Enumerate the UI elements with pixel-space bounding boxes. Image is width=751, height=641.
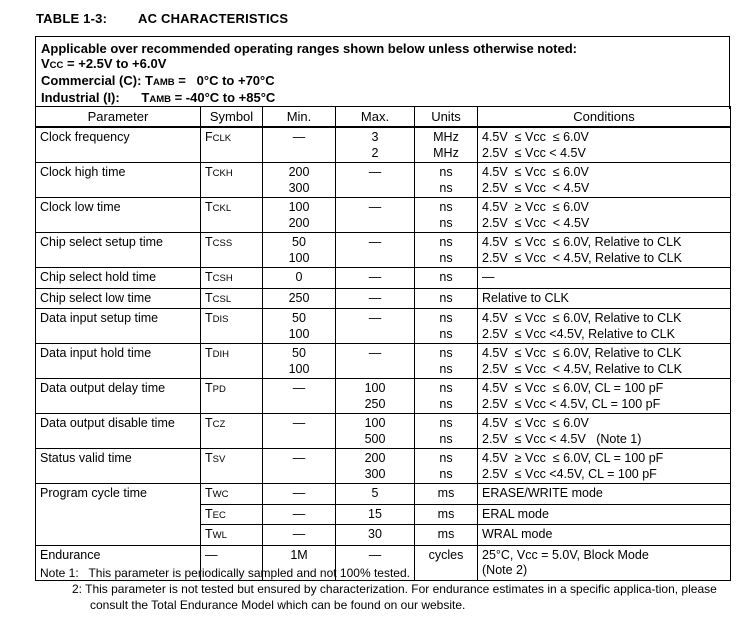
symbol-sub: WC xyxy=(212,489,229,500)
symbol-cell xyxy=(201,379,263,414)
units-cell xyxy=(415,288,478,309)
condition: 4.5V ≥ Vcc ≤ 6.0V xyxy=(482,200,589,214)
vcc-label: V xyxy=(41,56,50,71)
parameter-cell xyxy=(36,379,201,414)
condition: 2.5V ≤ Vcc <4.5V, CL = 100 pF xyxy=(482,466,657,481)
symbol-main: T xyxy=(205,165,213,179)
table-title xyxy=(36,11,288,26)
parameter: Data input setup time xyxy=(40,311,159,325)
max-value: 3 xyxy=(371,130,379,144)
symbol xyxy=(205,200,258,217)
units-value: ns xyxy=(439,250,453,265)
conditions-cell xyxy=(478,484,731,505)
min-value: 100 xyxy=(288,326,310,341)
symbol xyxy=(205,527,258,544)
symbol xyxy=(205,486,258,503)
units-value: ns xyxy=(439,396,453,411)
symbol-sub: CKL xyxy=(212,203,232,214)
applicable-line: Applicable over recommended operating ranges shown below unless otherwise noted: xyxy=(41,41,577,56)
parameter-cell xyxy=(36,414,201,449)
min-value: 50 xyxy=(292,346,306,360)
symbol-cell xyxy=(201,449,263,484)
symbol-sub: EC xyxy=(212,509,226,521)
condition: 4.5V ≤ Vcc ≤ 6.0V, Relative to CLK xyxy=(482,311,682,325)
units-value: ns xyxy=(439,200,453,214)
units-cell xyxy=(415,449,478,484)
units-value: ns xyxy=(439,416,453,430)
units-cell xyxy=(415,414,478,449)
max-value: 30 xyxy=(368,527,382,541)
min-value: 1M xyxy=(290,547,308,562)
symbol xyxy=(205,235,258,252)
parameter-cell xyxy=(36,449,201,484)
units-value: MHz xyxy=(433,130,459,144)
table-row xyxy=(36,449,731,484)
condition: 2.5V ≤ Vcc < 4.5V, CL = 100 pF xyxy=(482,396,661,411)
max-value: — xyxy=(368,311,382,325)
min-cell xyxy=(263,288,336,309)
min-cell xyxy=(263,233,336,268)
vcc-sub: CC xyxy=(49,60,64,71)
symbol xyxy=(205,311,258,328)
units-value: ms xyxy=(437,506,455,521)
symbol-main: T xyxy=(205,346,213,360)
symbol-main: T xyxy=(205,235,213,249)
conditions-cell xyxy=(478,163,731,198)
symbol-cell xyxy=(201,268,263,289)
header-units: Units xyxy=(415,107,478,128)
table-row xyxy=(36,414,731,449)
min-value: — xyxy=(292,527,306,541)
symbol-main: T xyxy=(205,527,213,541)
min-cell xyxy=(263,379,336,414)
max-value: 200 xyxy=(364,451,386,465)
min-value: — xyxy=(292,486,306,500)
notes xyxy=(40,565,730,613)
condition: 2.5V ≤ Vcc < 4.5V xyxy=(482,145,586,160)
condition: ERASE/WRITE mode xyxy=(482,486,603,500)
conditions-cell xyxy=(478,309,731,344)
min-cell xyxy=(263,414,336,449)
min-value: 250 xyxy=(288,290,310,305)
symbol-main: T xyxy=(205,290,213,305)
symbol-main: T xyxy=(205,381,213,395)
tamb-label: T xyxy=(145,73,153,88)
conditions-cell xyxy=(478,504,731,525)
units-value: ns xyxy=(439,270,453,284)
parameter-cell xyxy=(36,309,201,344)
max-cell xyxy=(336,127,415,163)
condition: 2.5V ≤ Vcc < 4.5V, Relative to CLK xyxy=(482,250,682,265)
conditions-cell xyxy=(478,344,731,379)
parameter: Program cycle time xyxy=(40,486,147,500)
condition: 4.5V ≤ Vcc ≤ 6.0V, Relative to CLK xyxy=(482,235,682,249)
condition: 2.5V ≤ Vcc < 4.5V (Note 1) xyxy=(482,431,642,446)
industrial-value: = -40°C to +85°C xyxy=(170,90,276,105)
max-value: — xyxy=(368,200,382,214)
symbol-cell xyxy=(201,525,263,546)
max-cell xyxy=(336,525,415,546)
parameter: Clock low time xyxy=(40,200,121,214)
symbol xyxy=(205,270,258,287)
tamb-sub: AMB xyxy=(152,77,175,88)
min-value: 300 xyxy=(288,180,310,195)
table-row xyxy=(36,288,731,309)
condition: 4.5V ≤ Vcc ≤ 6.0V, CL = 100 pF xyxy=(482,381,664,395)
symbol-sub: DIS xyxy=(212,314,229,325)
units-value: ns xyxy=(439,165,453,179)
min-cell xyxy=(263,163,336,198)
min-cell xyxy=(263,504,336,525)
max-cell xyxy=(336,309,415,344)
header-parameter: Parameter xyxy=(36,107,201,128)
condition: 2.5V ≤ Vcc < 4.5V xyxy=(482,180,590,195)
symbol-sub: SV xyxy=(212,454,226,465)
max-cell xyxy=(336,268,415,289)
condition: 4.5V ≤ Vcc ≤ 6.0V xyxy=(482,416,589,430)
condition: (Note 2) xyxy=(482,563,528,577)
conditions-cell xyxy=(478,198,731,233)
condition: 25°C, Vcc = 5.0V, Block Mode xyxy=(482,547,649,562)
parameter: Chip select hold time xyxy=(40,270,157,284)
units-cell xyxy=(415,268,478,289)
min-value: — xyxy=(292,130,306,144)
conditions-cell xyxy=(478,268,731,289)
max-value: 300 xyxy=(364,466,386,481)
parameter: Clock frequency xyxy=(40,130,130,144)
units-value: MHz xyxy=(433,145,459,160)
tamb-label: T xyxy=(141,90,150,105)
min-value: — xyxy=(292,451,306,465)
max-value: 500 xyxy=(364,431,386,446)
conditions-cell xyxy=(478,233,731,268)
min-value: 50 xyxy=(292,311,306,325)
parameter-cell xyxy=(36,268,201,289)
vcc-value: = +2.5V to +6.0V xyxy=(63,56,167,71)
symbol-main: T xyxy=(205,506,213,521)
units-value: ns xyxy=(439,431,453,446)
symbol-sub: CSS xyxy=(212,238,233,249)
units-cell xyxy=(415,127,478,163)
parameter: Chip select low time xyxy=(40,290,152,305)
min-cell xyxy=(263,268,336,289)
symbol-sub: CZ xyxy=(212,419,226,430)
min-value: 50 xyxy=(292,235,306,249)
conditions-cell xyxy=(478,525,731,546)
units-value: ns xyxy=(439,235,453,249)
industrial-range xyxy=(41,90,729,107)
table-name: AC CHARACTERISTICS xyxy=(138,11,289,26)
parameter: Data output disable time xyxy=(40,416,175,430)
condition: Relative to CLK xyxy=(482,290,569,305)
min-value: 200 xyxy=(288,165,310,179)
max-value: 2 xyxy=(371,145,379,160)
vcc-range xyxy=(41,56,729,73)
symbol-cell xyxy=(201,198,263,233)
symbol-sub: PD xyxy=(212,384,226,395)
symbol xyxy=(205,451,258,468)
max-cell xyxy=(336,198,415,233)
symbol-sub: CKH xyxy=(212,168,233,179)
symbol-cell xyxy=(201,288,263,309)
max-value: 15 xyxy=(368,506,382,521)
units-cell xyxy=(415,309,478,344)
parameter: Data output delay time xyxy=(40,381,166,395)
note-2: 2: This parameter is not tested but ensured by characterization. For endurance estimates in a specific applica-tion, please consult the Total Endurance Model which can be found on our website. xyxy=(72,582,717,612)
symbol-cell xyxy=(201,233,263,268)
min-value: — xyxy=(292,416,306,430)
condition: WRAL mode xyxy=(482,527,553,541)
parameter-cell xyxy=(36,127,201,163)
max-cell xyxy=(336,379,415,414)
units-value: ns xyxy=(439,180,453,195)
condition: 4.5V ≤ Vcc ≤ 6.0V, Relative to CLK xyxy=(482,346,682,360)
table-row xyxy=(36,309,731,344)
conditions-cell xyxy=(478,379,731,414)
symbol-cell xyxy=(201,163,263,198)
max-value: 100 xyxy=(364,381,386,395)
max-value: — xyxy=(368,165,382,179)
min-value: — xyxy=(292,506,306,521)
conditions-cell xyxy=(478,127,731,163)
header-min: Min. xyxy=(263,107,336,128)
units-value: ns xyxy=(439,381,453,395)
header-conditions: Conditions xyxy=(478,107,731,128)
ac-characteristics-table xyxy=(35,106,731,581)
units-value: ns xyxy=(439,290,453,305)
min-cell xyxy=(263,484,336,505)
condition: ERAL mode xyxy=(482,506,549,521)
units-value: ms xyxy=(437,486,455,500)
units-value: cycles xyxy=(428,547,464,562)
symbol-cell xyxy=(201,414,263,449)
symbol xyxy=(205,346,258,363)
conditions-cell xyxy=(478,449,731,484)
max-cell xyxy=(336,504,415,525)
units-value: ns xyxy=(439,451,453,465)
symbol-cell xyxy=(201,344,263,379)
condition: 2.5V ≤ Vcc < 4.5V xyxy=(482,215,590,230)
parameter-cell xyxy=(36,344,201,379)
table-row xyxy=(36,127,731,163)
parameter: Endurance xyxy=(40,547,101,562)
table-row xyxy=(36,163,731,198)
table-row xyxy=(36,484,731,505)
parameter: Status valid time xyxy=(40,451,132,465)
units-cell xyxy=(415,233,478,268)
industrial-label: Industrial (I): xyxy=(41,90,142,105)
max-value: — xyxy=(368,547,382,562)
symbol-main: F xyxy=(205,130,213,144)
condition: 4.5V ≤ Vcc ≤ 6.0V xyxy=(482,130,589,144)
table-row xyxy=(36,379,731,414)
table-row xyxy=(36,233,731,268)
parameter-cell xyxy=(36,198,201,233)
symbol-main: T xyxy=(205,311,213,325)
condition: 4.5V ≥ Vcc ≤ 6.0V, CL = 100 pF xyxy=(482,451,664,465)
units-value: ns xyxy=(439,361,453,376)
symbol xyxy=(205,507,258,524)
min-cell xyxy=(263,344,336,379)
header-max: Max. xyxy=(336,107,415,128)
max-cell xyxy=(336,344,415,379)
units-cell xyxy=(415,484,478,505)
units-cell xyxy=(415,163,478,198)
units-value: ns xyxy=(439,215,453,230)
parameter-cell xyxy=(36,163,201,198)
units-cell xyxy=(415,198,478,233)
symbol-main: T xyxy=(205,416,213,430)
symbol xyxy=(205,165,258,182)
conditions-cell xyxy=(478,414,731,449)
symbol xyxy=(205,130,258,147)
min-cell xyxy=(263,309,336,344)
min-value: 100 xyxy=(288,250,310,265)
parameter: Data input hold time xyxy=(40,346,152,360)
max-cell xyxy=(336,233,415,268)
min-cell xyxy=(263,127,336,163)
min-value: 200 xyxy=(288,215,310,230)
tamb-sub: AMB xyxy=(149,94,171,105)
commercial-label: Commercial (C): xyxy=(41,73,146,88)
min-cell xyxy=(263,525,336,546)
units-value: ns xyxy=(439,466,453,481)
min-cell xyxy=(263,198,336,233)
symbol-main: T xyxy=(205,451,213,465)
header-symbol: Symbol xyxy=(201,107,263,128)
max-value: — xyxy=(368,270,382,284)
symbol-cell xyxy=(201,504,263,525)
max-cell xyxy=(336,288,415,309)
max-value: — xyxy=(368,346,382,360)
symbol xyxy=(205,291,258,308)
commercial-range xyxy=(41,73,729,90)
symbol-main: T xyxy=(205,200,213,214)
units-value: ns xyxy=(439,311,453,325)
note-1: Note 1: This parameter is periodically sampled and not 100% tested. xyxy=(40,566,410,580)
max-value: — xyxy=(368,235,382,249)
table-row xyxy=(36,344,731,379)
max-value: — xyxy=(368,290,382,305)
table-row xyxy=(36,268,731,289)
symbol-main: T xyxy=(205,486,213,500)
table-row xyxy=(36,198,731,233)
parameter-cell xyxy=(36,288,201,309)
units-cell xyxy=(415,344,478,379)
applicable-conditions xyxy=(35,36,730,109)
max-cell xyxy=(336,484,415,505)
parameter-cell xyxy=(36,233,201,268)
min-value: — xyxy=(292,381,306,395)
header-row xyxy=(36,107,731,128)
max-cell xyxy=(336,163,415,198)
symbol-sub: CSL xyxy=(212,293,232,305)
symbol-main: T xyxy=(205,270,213,284)
conditions-cell xyxy=(478,288,731,309)
parameter: Clock high time xyxy=(40,165,126,179)
max-value: 5 xyxy=(371,486,379,500)
parameter: Chip select setup time xyxy=(40,235,163,249)
min-value: 100 xyxy=(288,200,310,214)
min-cell xyxy=(263,449,336,484)
symbol xyxy=(205,381,258,398)
symbol-sub: CLK xyxy=(212,133,232,144)
symbol-cell xyxy=(201,484,263,505)
units-cell xyxy=(415,525,478,546)
symbol-sub: WL xyxy=(212,530,227,541)
units-value: ms xyxy=(437,527,455,541)
units-cell xyxy=(415,379,478,414)
units-value: ns xyxy=(439,326,453,341)
max-value: 250 xyxy=(364,396,386,411)
min-value: 100 xyxy=(288,361,310,376)
condition: 2.5V ≤ Vcc <4.5V, Relative to CLK xyxy=(482,326,675,341)
units-value: ns xyxy=(439,346,453,360)
symbol: — xyxy=(205,547,218,562)
commercial-value: = 0°C to +70°C xyxy=(174,73,275,88)
symbol xyxy=(205,416,258,433)
max-cell xyxy=(336,449,415,484)
condition: — xyxy=(482,270,495,284)
symbol-cell xyxy=(201,309,263,344)
table-number: TABLE 1-3: xyxy=(36,11,108,26)
min-value: 0 xyxy=(295,270,303,284)
symbol-cell xyxy=(201,127,263,163)
max-value: 100 xyxy=(364,416,386,430)
condition: 4.5V ≤ Vcc ≤ 6.0V xyxy=(482,165,589,179)
condition: 2.5V ≤ Vcc < 4.5V, Relative to CLK xyxy=(482,361,682,376)
symbol-sub: CSH xyxy=(212,273,233,284)
max-cell xyxy=(336,414,415,449)
parameter-cell xyxy=(36,484,201,546)
symbol-sub: DIH xyxy=(212,349,230,360)
units-cell xyxy=(415,504,478,525)
